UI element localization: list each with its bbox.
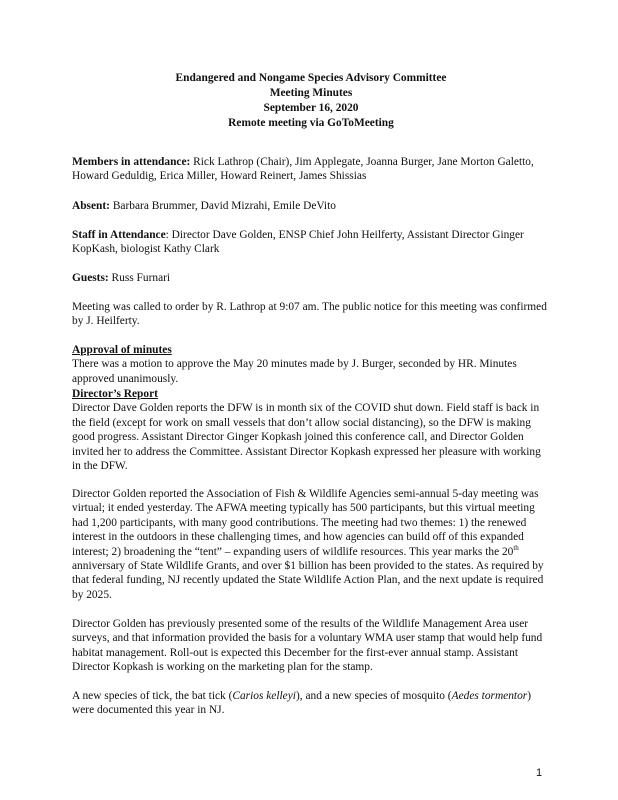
directors-report-p3: Director Golden has previously presented some of the results of the Wildlife Management Area user surveys, and that information provided the basis for a voluntary WMA user stamp that would help fund habitat management. Roll-out is expected this December for the first-ever annual stamp. Assistant Director Kopkash is working on the marketing plan for the stamp. bbox=[72, 618, 543, 674]
committee-title: Endangered and Nongame Species Advisory Committee bbox=[175, 72, 447, 84]
meeting-date: September 16, 2020 bbox=[263, 102, 359, 114]
guests-paragraph bbox=[72, 271, 550, 285]
guests-label: Guests: bbox=[72, 272, 109, 284]
p2-text-a: Director Golden reported the Association of Fish & Wildlife Agencies semi-annual 5-day meeting was virtual; it ended yesterday. The AFWA meeting typically has 500 participants, but this virtual meeting had 1,200 participants, with many good contributions. The meeting had two themes: 1) the renewed interest in the outdoors in these challenging times, and how agencies can build off of this expanded interest; 2) broadening the “tent” – expanding users of wildlife resources. This year marks the 20 bbox=[72, 488, 539, 558]
p4-text-c: ) were documented this year in NJ. bbox=[72, 690, 532, 717]
species-bat-tick: Carios kelleyi bbox=[232, 690, 296, 702]
document-header bbox=[72, 71, 550, 131]
staff-label: Staff in Attendance bbox=[72, 229, 166, 241]
directors-report-p4 bbox=[72, 689, 550, 718]
p2-superscript: th bbox=[513, 543, 519, 552]
guests-list: Russ Furnari bbox=[108, 272, 171, 284]
p2-text-b: anniversary of State Wildlife Grants, and over $1 billion has been provided to the states. As required by that federal funding, NJ recently updated the State Wildlife Action Plan, and the next update is required by 2025. bbox=[72, 560, 544, 601]
approval-heading: Approval of minutes bbox=[72, 344, 172, 356]
p4-text-b: ), and a new species of mosquito ( bbox=[295, 690, 452, 702]
directors-report-p2 bbox=[72, 487, 550, 602]
members-list: Rick Lathrop (Chair), Jim Applegate, Joanna Burger, Jane Morton Galetto, Howard Geduldig, Erica Miller, Howard Reinert, James Shissias bbox=[72, 156, 534, 183]
species-mosquito: Aedes tormentor bbox=[451, 690, 528, 702]
approval-section bbox=[72, 343, 550, 386]
meeting-location: Remote meeting via GoToMeeting bbox=[228, 117, 394, 129]
call-to-order-paragraph: Meeting was called to order by R. Lathrop at 9:07 am. The public notice for this meeting was confirmed by J. Heilferty. bbox=[72, 301, 547, 328]
members-label: Members in attendance: bbox=[72, 156, 191, 168]
absent-label: Absent: bbox=[72, 200, 110, 212]
document-type: Meeting Minutes bbox=[269, 87, 353, 99]
directors-report-heading: Director’s Report bbox=[72, 388, 158, 400]
absent-list: Barbara Brummer, David Mizrahi, Emile DeVito bbox=[109, 200, 336, 212]
p4-text-a: A new species of tick, the bat tick ( bbox=[72, 690, 233, 702]
members-paragraph bbox=[72, 155, 550, 184]
page-number: 1 bbox=[536, 767, 543, 779]
staff-paragraph bbox=[72, 228, 550, 257]
staff-list: : Director Dave Golden, ENSP Chief John Heilferty, Assistant Director Ginger KopKash, biologist Kathy Clark bbox=[72, 229, 524, 256]
directors-report-p1: Director Dave Golden reports the DFW is in month six of the COVID shut down. Field staff is back in the field (except for work on small vessels that don’t allow social distancing), so the DFW is making good progress. Assistant Director Ginger Kopkash joined this conference call, and Director Golden invited her to address the Committee. Assistant Director Kopkash expressed her pleasure with working in the DFW. bbox=[72, 402, 541, 473]
absent-paragraph bbox=[72, 199, 550, 213]
directors-report-section bbox=[72, 387, 550, 473]
approval-text: There was a motion to approve the May 20 minutes made by J. Burger, seconded by HR. Minutes approved unanimously. bbox=[72, 358, 517, 385]
